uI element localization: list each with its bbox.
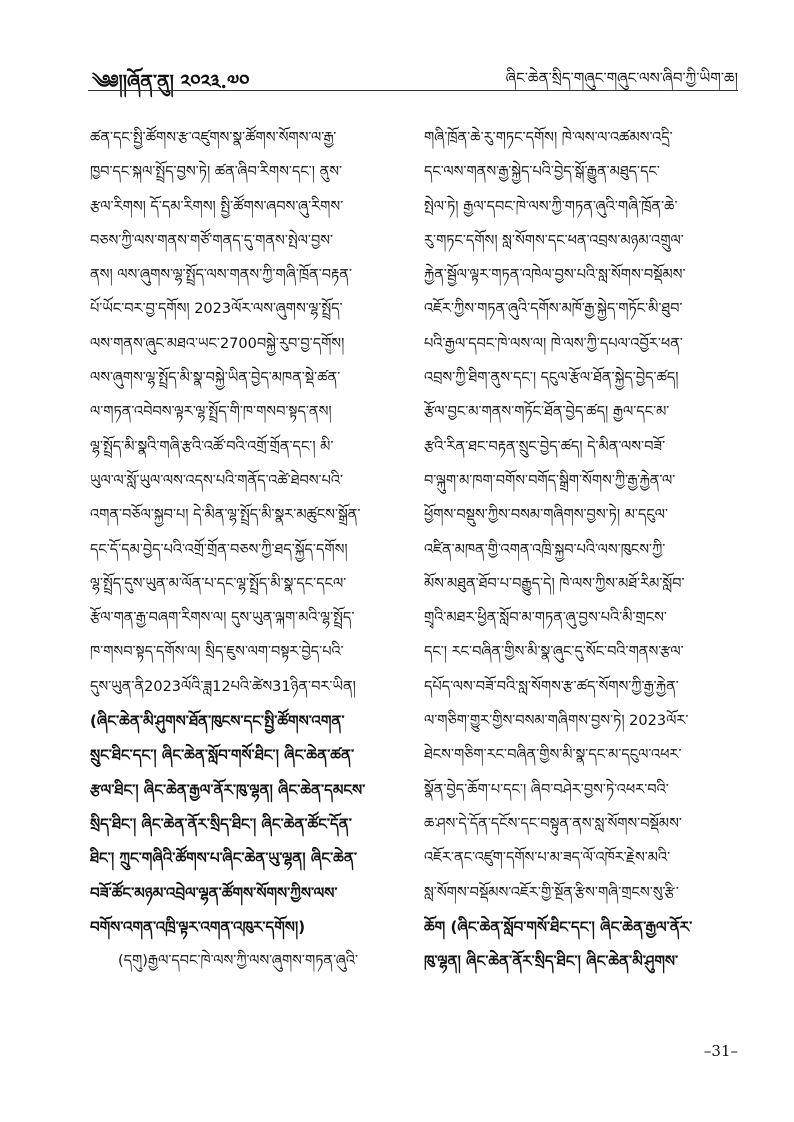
text-line: པོ་ཡོང་བར་བྱ་དགོས། 2023ལོར་ལས་ཞུགས་ལྷ་སྤྲོད་ <box>90 301 343 318</box>
text-line: ལ་གཏན་འབེབས་ལྟར་ལྷ་སྤྲོད་གི་ཁ་གསབ་སྟད་ནས། <box>90 404 332 421</box>
text-line: བཟོ་ཚོང་མཉམ་འབྲེལ་ལྷན་ཚོགས་སོགས་ཀྱིས་ལས་ <box>90 883 338 902</box>
text-line: ཆ་ཤས་དེ་དོན་དངོས་དང་བསྟུན་ནས་སླ་སོགས་བསྡོམས་ <box>424 815 682 832</box>
text-line: འཇོར་ནང་འཛུག་དགོས་པ་མ་ཟད་ལོ་འཁོར་རྗེས་མའི་ <box>424 850 671 867</box>
text-line: སླ་སོགས་བསྡོམས་འཇོར་གྱི་སྔོན་རྩིས་གཞི་གྲངས་སུ་རྩི་ <box>424 884 679 901</box>
text-line: ཕྱོགས་བསྡུས་ཀྱིས་བསམ་གཞིགས་བྱས་ཏེ། མ་དངུལ་ <box>424 507 669 524</box>
text-line: པའི་རྒྱལ་དབང་ཁེ་ལས་ལ། ཁེ་ལས་ཀྱི་དཔལ་འབྱོར་ཕན་ <box>424 335 683 352</box>
right-column <box>424 121 734 978</box>
text-line: ལས་གནས་ཞུང་མཐའ་ཡང་2700བསྐྱེ་རུབ་བྱ་དགོས། <box>90 335 345 352</box>
text-line: སྤེལ་ཏེ། རྒྱལ་དབང་ཁེ་ལས་ཀྱི་གཏན་ཞུའི་གཞི་ཁྲོན་ཆེ་ <box>424 198 678 215</box>
text-line: དང་ལས་གནས་རྒྱ་སྐྱེད་པའི་བྱེད་སྒོ་རྒྱུན་མཐུད་དང་ <box>424 164 660 181</box>
text-line: སྣོན་བྱེད་ཆོག་པ་དང་། ཞིབ་བཤེར་བྱས་ཏེ་འཕར་བའི་ <box>424 781 669 798</box>
text-line: འབྲས་ཀྱི་ཐིག་ནུས་དང་། དངུལ་རྩོལ་ཐོན་སྐྱེད་བྱེད་ཚད། <box>424 370 679 387</box>
text-line: ནས། ལས་ཞུགས་ལྷ་སྤྲོད་ལས་གནས་ཀྱི་གཞི་ཁྲོན་བརྟན་ <box>90 267 353 284</box>
text-line: ཡུལ་ལ་སློ་ཡུལ་ལས་འདས་པའི་གནོད་འཚེ་ཐེབས་པའི་ <box>90 472 344 489</box>
text-line: ཐིང་། ཀྲུང་གཞིའི་ཚོགས་པ་ཞིང་ཆེན་ཡུ་ལྷན། ཞིང་ཆེན་ <box>90 849 357 868</box>
journal-title: ༄༅།།ཞོན་ནུ། ༢༠༢༣.༧༠ <box>92 71 250 93</box>
text-line: རྩོལ་བྱང་མ་གནས་གཏོང་ཐོན་བྱེད་ཚད། རྒྱལ་དང་མ་ <box>424 404 670 421</box>
text-line: འཇོར་ཀྱིས་གཏན་ཞུའི་དགོས་མཁོ་རྒྱ་སྐྱེད་གཏོང་མི་ཐུབ་ <box>424 301 683 318</box>
text-line: ཁ་གསབ་སྟད་དགོས་ལ། སྲིད་ཇུས་ལག་བསྟར་བྱེད་པའི་ <box>90 644 344 661</box>
text-line: རྐྱེན་སྦྱོལ་ལྟར་གཏན་འཁེལ་བྱས་པའི་སླ་སོགས་བསྡོམས་ <box>424 267 686 284</box>
text-line: དང་དོ་དམ་བྱེད་པའི་འགྲོ་གྲོན་བཅས་ཀྱི་ཐད་སྐྱོད་དགོས། <box>90 541 348 558</box>
section-title: ཞིང་ཆེན་སྲིད་གཞུང་གཞུང་ལས་ཞིབ་ཀྱི་ཡིག་ཆ། <box>505 69 738 87</box>
text-line: དཔོད་ལས་བཟོ་བའི་སླ་སོགས་རྩ་ཚད་སོགས་ཀྱི་རྒྱ་རྐྱེན་ <box>424 678 679 695</box>
text-line: གྲྭའི་མཐར་ཕྱིན་སློབ་མ་གཏན་ཞུ་བྱས་པའི་མི་གྲངས་ <box>424 610 667 627</box>
left-column <box>90 121 400 978</box>
text-line: ལྷ་སྤྲོད་མི་སྣའི་གཞི་རྩའི་འཚོ་བའི་འགྲོ་གྲོན་དང་། མི་ <box>90 438 334 455</box>
text-line: (དགུ)རྒྱལ་དབང་ཁེ་ལས་ཀྱི་ལས་ཞུགས་གཏན་ཞུའི་ <box>118 953 359 970</box>
text-line: སྲུང་ཐིང་དང་། ཞིང་ཆེན་སློབ་གསོ་ཐིང་། ཞིང་ཆེན་ཚན་ <box>90 746 355 765</box>
text-line: འཛིན་མཁན་གྱི་འགན་འཁྲི་སྐྱབ་པའི་ལས་ཁུངས་ཀྱི་ <box>424 541 666 558</box>
text-line: ལྷ་སྤྲོད་དུས་ཡུན་མ་ལོན་པ་དང་ལྷ་སྤྲོད་མི་སྣ་དང་དངལ་ <box>90 575 347 592</box>
text-line: ལ་གཅིག་གྱུར་གྱིས་བསམ་གཞིགས་བྱས་ཏེ། 2023ལོར་ <box>424 713 689 730</box>
text-line: འགན་བཅོལ་སྐྱབ་པ། དེ་མིན་ལྷ་སྤྲོད་མི་སྣར་མཚུངས་སྒྲོན་ <box>90 507 361 524</box>
text-line: མོས་མཐུན་ཐོབ་པ་བརྒྱུད་དེ། ཁེ་ལས་ཀྱིས་མཐོ་རིམ་སློབ་ <box>424 575 685 592</box>
text-line: ཚན་དང་སྤྱི་ཚོགས་རྩ་འཛུགས་སྣ་ཚོགས་སོགས་ལ་རྒྱ་ <box>90 130 337 146</box>
text-line: ཁུ་ལྷན། ཞིང་ཆེན་ནོར་སྲིད་ཐིང་། ཞིང་ཆེན་མི་ཤུགས་ <box>424 952 679 971</box>
text-line: ཐེངས་གཅིག་རང་བཞིན་གྱིས་མི་སྣ་དང་མ་དངུལ་འཕར་ <box>424 747 682 764</box>
text-line: ལས་ཞུགས་ལྷ་སྤྲོད་མི་སྣ་བསྐྱེ་ཡིན་བྱེད་མཁན་སྡེ་ཚན་ <box>90 370 341 387</box>
text-line: དུས་ཡུན་ནི2023ལོའི་ཟླ12པའི་ཚེས31ཉིན་བར་ཡིན། <box>90 678 356 695</box>
text-line: གཞི་ཁྲོན་ཆེ་རུ་གཏང་དགོས། ཁེ་ལས་ལ་འཚམས་འདྲི་ <box>424 130 673 146</box>
page-number: –31– <box>703 1042 738 1060</box>
text-line: རྩལ་ཐིང་། ཞིང་ཆེན་རྒྱལ་ནོར་ཁུ་ལྷན། ཞིང་ཆེན་དམངས་ <box>90 780 366 799</box>
text-line: (ཞིང་ཆེན་མི་ཤུགས་ཐོན་ཁུངས་དང་སྤྱི་ཚོགས་འགན་ <box>90 712 345 731</box>
text-line: སྲིད་ཐིང་། ཞིང་ཆེན་ནོར་སྲིད་ཐིང་། ཞིང་ཆེན་ཚོང་དོན་ <box>90 814 352 833</box>
text-line: རུ་གཏང་དགོས། སླ་སོགས་དང་ཕན་འབྲས་མཉམ་འགྲུལ་ <box>424 232 684 249</box>
text-line: བཅས་ཀྱི་ལས་གནས་གཙོ་གནད་དུ་གནས་སྤེལ་བྱས་ <box>90 232 334 249</box>
text-line: རྩའི་རིན་ཐང་བརྟན་སྲུང་བྱེད་ཚད། དེ་མིན་ལས་བཟོ་ <box>424 438 666 455</box>
header-rule <box>88 90 738 91</box>
text-line: ཆོག (ཞིང་ཆེན་སློབ་གསོ་ཐིང་དང་། ཞིང་ཆེན་རྒྱལ་ནོར་ <box>424 917 693 936</box>
text-line: རྩོལ་གན་རྒྱ་བཞག་རིགས་ལ། དུས་ཡུན་ལྐག་མའི་ལྷ་སྤྲོད་ <box>90 610 355 627</box>
text-line: ཁྱབ་དང་སྐལ་སྤྲོད་བྱས་ཏེ། ཚན་ཞིབ་རིགས་དང་། ནུས་ <box>90 164 343 181</box>
text-line: རྩལ་རིགས། དོ་དམ་རིགས། སྤྱི་ཚོགས་ཞབས་ཞུ་རིགས་ <box>90 198 344 215</box>
text-line: བགོས་འགན་འཁྲི་ལྟར་འགན་འཁུར་དགོས།) <box>90 917 306 936</box>
text-line: དང་། རང་བཞིན་གྱིས་མི་སྣ་ཞུང་དུ་སོང་བའི་གནས་རྩལ་ <box>424 644 684 661</box>
text-line: བ་ལྐུག་མ་ཁག་བགོས་བགོད་སྒྲིག་སོགས་ཀྱི་རྒྱ་རྐྱེན་ལ་ <box>424 472 676 489</box>
